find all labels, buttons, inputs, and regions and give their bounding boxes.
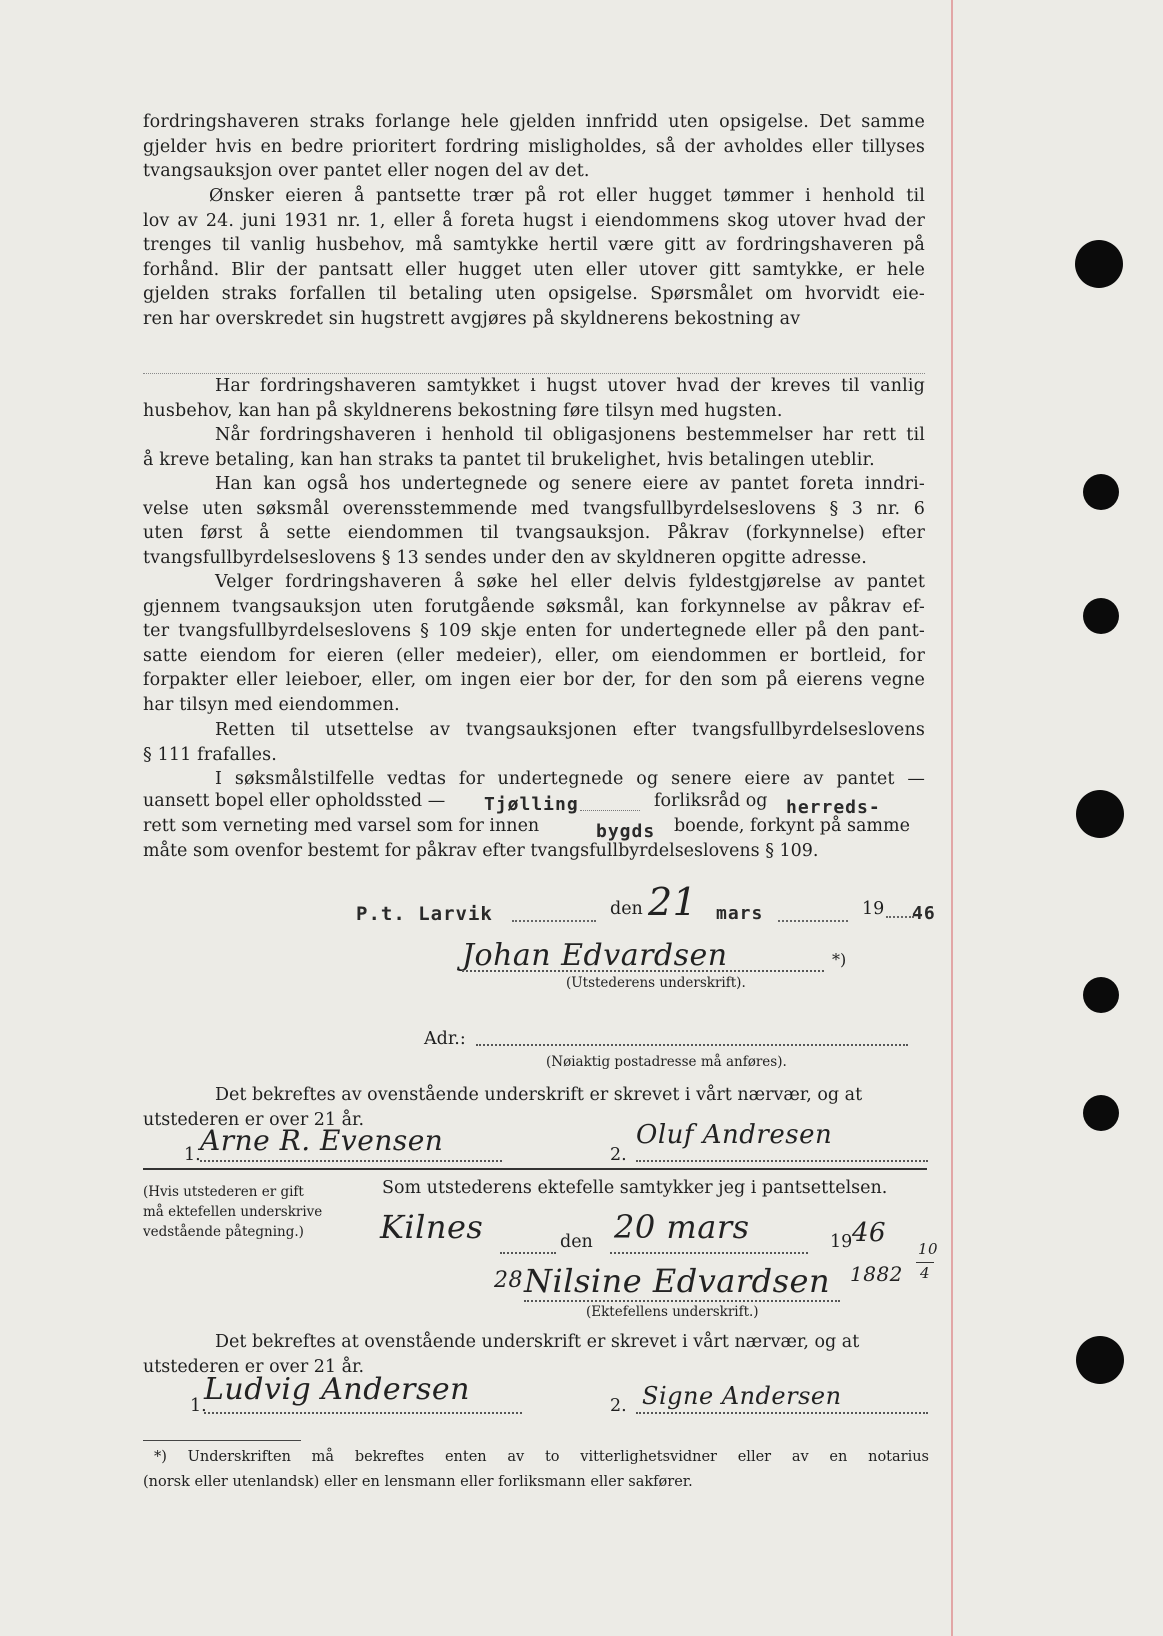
punch-hole (1083, 977, 1119, 1013)
text-line: Han kan også hos undertegnede og senere eiere av pantet foreta inndri- (215, 474, 925, 494)
fill-dots (610, 1252, 808, 1254)
birth-frac-top: 10 (918, 1240, 939, 1258)
text-line: Har fordringshaveren samtykket i hugst utover hvad der kreves til vanlig (215, 376, 925, 396)
fill-dots (886, 916, 914, 918)
text-line: å kreve betaling, kan han straks ta pantet til brukelighet, hvis betalingen uteblir. (143, 449, 875, 470)
witness4-number: 2. (610, 1396, 627, 1416)
spouse-sig-caption: (Ektefellens underskrift.) (586, 1304, 759, 1320)
text-line: gjelder hvis en bedre prioritert fordring misligholdes, så der avholdes eller tillyses (143, 136, 925, 157)
address-line (476, 1044, 908, 1046)
typed-place: P.t. Larvik (356, 903, 493, 925)
venue-line-4: måte som ovenfor bestemt for påkrav efter tvangsfullbyrdelseslovens § 109. (143, 841, 819, 861)
text-line: husbehov, kan han på skyldnerens bekostning føre tilsyn med hugsten. (143, 400, 783, 421)
fill-dots (500, 1252, 556, 1254)
signature-line (204, 1412, 522, 1414)
witness-statement-2: Det bekreftes at ovenstående underskrift er skrevet i vårt nærvær, og at (215, 1332, 860, 1352)
issuer-signature: Johan Edvardsen (462, 938, 728, 973)
side-note-line: vedstående påtegning.) (143, 1224, 304, 1240)
spouse-consent-text: Som utstederens ektefelle samtykker jeg i pantsettelsen. (382, 1178, 888, 1198)
birth-frac-bottom: 4 (920, 1264, 931, 1282)
paragraph-auction (143, 570, 925, 718)
year-prefix: 19 (862, 899, 885, 919)
side-note-line: må ektefellen underskrive (143, 1204, 323, 1220)
paragraph-payment (143, 423, 925, 472)
text-fragment: forliksråd og (654, 791, 768, 811)
year-prefix: 19 (830, 1232, 853, 1252)
signature-line (524, 1300, 840, 1302)
witness3-signature: Ludvig Andersen (204, 1372, 470, 1407)
witness2-number: 2. (610, 1145, 627, 1165)
handwritten-day: 21 (648, 880, 698, 924)
text-line: uten først å sette eiendommen til tvangsauksjon. Påkrav (forkynnelse) efter (143, 523, 925, 544)
witness1-number: 1. (184, 1145, 201, 1165)
text-line: satte eiendom for eieren (eller medeier), eller, om eiendommen er bortleid, for (143, 645, 925, 666)
spouse-year: 46 (852, 1218, 887, 1248)
footnote-line: (norsk eller utenlandsk) eller en lensmann eller forliksmann eller sakfører. (143, 1474, 693, 1490)
spouse-date: 20 mars (614, 1208, 750, 1246)
text-line: velse uten søksmål overensstemmende med tvangsfullbyrdelseslovens § 3 nr. 6 (143, 498, 925, 519)
birth-note: 1882 (850, 1262, 903, 1286)
punch-hole (1083, 598, 1119, 634)
typed-year: 46 (912, 903, 936, 924)
fill-dots (580, 810, 640, 811)
spouse-side-note (143, 1182, 322, 1242)
text-line: har tilsyn med eiendommen. (143, 694, 400, 715)
text-fragment: boende, forkynt på samme (674, 816, 910, 836)
fraction-bar (916, 1262, 934, 1263)
side-note-line: (Hvis utstederen er gift (143, 1184, 304, 1200)
signature-line (462, 970, 824, 972)
witness-statement-1b: utstederen er over 21 år. (143, 1110, 365, 1130)
typed-month: mars (716, 903, 764, 924)
address-caption: (Nøiaktig postadresse må anføres). (546, 1054, 787, 1070)
witness4-signature: Signe Andersen (642, 1382, 842, 1410)
text-line: trenges til vanlig husbehov, må samtykke hertil være gitt av fordringshaveren på (143, 235, 925, 256)
signature-line (636, 1412, 928, 1414)
den-label: den (610, 899, 643, 919)
witness2-signature: Oluf Andresen (636, 1120, 833, 1150)
signature-line (636, 1160, 928, 1162)
text-line: Velger fordringshaveren å søke hel eller delvis fyldestgjørelse av pantet (215, 572, 925, 592)
paragraph-timber-clause (143, 184, 925, 332)
text-line: I søksmålstilfelle vedtas for undertegnede og senere eiere av pantet — (215, 769, 925, 789)
text-line: § 111 frafalles. (143, 744, 277, 765)
text-line: Retten til utsettelse av tvangsauksjonen efter tvangsfullbyrdelseslovens (215, 720, 925, 740)
issuer-sig-caption: (Utstederens underskrift). (566, 975, 746, 991)
text-line: tvangsauksjon over pantet eller nogen del av det. (143, 161, 590, 182)
paragraph-supervision (143, 374, 925, 423)
spouse-prefix-mark: 28 (494, 1268, 523, 1293)
footnote-mark: *) (832, 950, 847, 969)
paragraph-default-clause (143, 110, 925, 184)
punch-hole (1076, 1336, 1124, 1384)
punch-hole (1083, 474, 1119, 510)
witness3-number: 1. (190, 1396, 207, 1416)
venue-line-3 (143, 816, 539, 836)
punch-hole (1083, 1095, 1119, 1131)
typed-bygds: bygds (596, 821, 656, 842)
text-fragment: rett som verneting med varsel som for innen (143, 816, 540, 836)
venue-line-2 (143, 791, 445, 811)
typed-herreds: herreds- (786, 797, 881, 818)
text-line: ter tvangsfullbyrdelseslovens § 109 skje enten for undertegnede eller på den pant- (143, 621, 925, 642)
punch-hole (1076, 790, 1124, 838)
margin-line (951, 0, 953, 1636)
paragraph-venue (143, 767, 925, 792)
text-line: lov av 24. juni 1931 nr. 1, eller å foreta hugst i eiendommens skog utover hvad der (143, 210, 925, 231)
paragraph-postponement (143, 718, 925, 767)
witness-statement-1: Det bekreftes av ovenstående underskrift er skrevet i vårt nærvær, og at (215, 1085, 863, 1105)
typed-forliksrad: Tjølling (484, 794, 579, 815)
text-line: forpakter eller leieboer, eller, om ingen eier bor der, for den som på eierens vegne (143, 670, 925, 691)
text-line: Når fordringshaveren i henhold til obligasjonens bestemmelser har rett til (215, 425, 925, 445)
witness1-signature: Arne R. Evensen (200, 1124, 444, 1157)
witness-statement-2b: utstederen er over 21 år. (143, 1357, 365, 1377)
den-label: den (560, 1232, 593, 1252)
footnote-rule (143, 1440, 301, 1441)
punch-hole (1075, 240, 1123, 288)
text-line: fordringshaveren straks forlange hele gjelden innfridd uten opsigelse. Det samme (143, 112, 925, 132)
fill-dots (778, 920, 848, 922)
text-line: Ønsker eieren å pantsette trær på rot eller hugget tømmer i henhold til (209, 186, 925, 206)
footnote-line: *) Underskriften må bekreftes enten av to vitterlighetsvidner eller av en notarius (154, 1449, 929, 1465)
paragraph-collection (143, 472, 925, 570)
text-line: forhånd. Blir der pantsatt eller hugget uten eller utover gitt samtykke, er hele (143, 259, 925, 280)
section-rule (143, 1168, 927, 1170)
spouse-signature: Nilsine Edvardsen (524, 1262, 831, 1300)
text-fragment: uansett bopel eller opholdssted — (143, 791, 446, 811)
text-line: ren har overskredet sin hugstrett avgjøres på skyldnerens bekostning av (143, 308, 801, 329)
text-line: gjelden straks forfallen til betaling uten opsigelse. Spørsmålet om hvorvidt eie- (143, 284, 925, 305)
text-line: gjennem tvangsauksjon uten forutgående søksmål, kan forkynnelse av påkrav ef- (143, 596, 925, 617)
address-label: Adr.: (424, 1029, 466, 1049)
signature-line (200, 1160, 502, 1162)
text-line: tvangsfullbyrdelseslovens § 13 sendes under den av skyldneren opgitte adresse. (143, 547, 867, 568)
fill-dots (512, 920, 596, 922)
spouse-place: Kilnes (380, 1208, 484, 1246)
